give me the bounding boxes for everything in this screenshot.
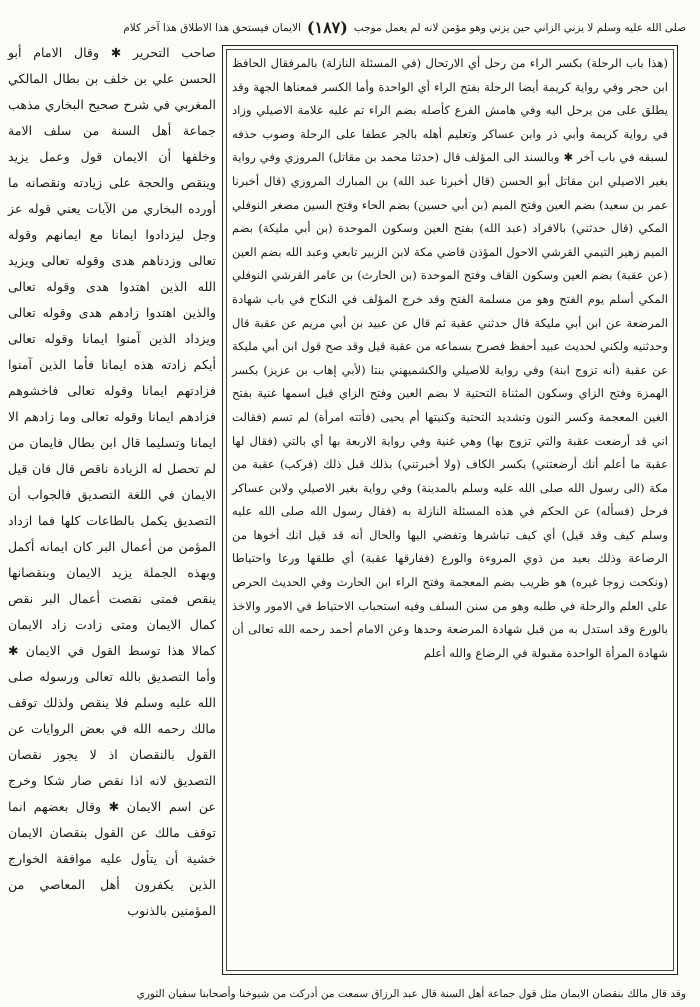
main-text-paragraph: (هذا باب الرحلة) بكسر الراء من رحل أي الارتحال (في المسئلة النازلة) بالمرفقال الحافظ ابن حجر وفي رواية كريمة أيضا الرحلة بفتح الراء أي الواحدة وأما الكسر فمعناها الجهة وقد يطلق على من يرحل اليه وفي هامش الفرع كأصله بضم الراء تم عليه علامة الاصيلي وزاد في رواية كريمة وأبي ذر وابن عساكر وتعليم أهله بالجر عطفا على الرحلة وصوب حذفه لسبقه في باب آخر ✱ وبالسند الى المؤلف قال (حدثنا محمد بن مقاتل) المروزي وفي رواية بغير الاصيلي ابن مقاتل أبو الحسن (قال أخبرنا عبد الله) بن المبارك المروزي (قال أخبرنا عمر بن سعيد) بضم العين وفتح الميم (بن أبي حسين) بضم الحاء وفتح السين مصغر النوفلي المكي (قال حدثني) بالافراد (عبد الله) بفتح العين وسكون الموحدة (بن أبي مليكة) بضم الميم زهير التيمي القرشي الاحول المؤذن قاضي مكة لابن الزبير تابعي وعبد الله بضم العين (عن عقبة) بضم العين وسكون القاف وفتح الموحدة (بن الحارث) بن عامر القرشي النوفلي المكي أسلم يوم الفتح وهو من مسلمة الفتح وقد خرج المؤلف في النكاح في باب شهادة المرضعة عن ابن أبي مليكة قال حدثني عقبة ثم قال عن عبيد بن أبي مريم عن عقبة قال وحدثنيه ولكني لحديث عبيد أحفظ فصرح بسماعه من عقبة قيل وقد صح قول ابن أبي مليكة عن عقبة (أنه تزوج ابنة) وفي رواية للاصيلي والكشميهني بنتا (لأبي إهاب بن عزيز) بكسر الهمزة وفتح الزاي وسكون المثناة التحتية لا بضم العين وفتح الزاي قيل اسمها غنية بفتح الغين المعجمة وكسر النون وتشديد التحتية وكنيتها أم يحيى (فأتته امرأة) لم تسم (فقالت اني قد أرضعت عقبة والتي تزوج بها) وهي غنية وفي رواية الاربعة بها أي بالتي (فقال لها عقبة ما أعلم أنك أرضعتني) بكسر الكاف (ولا أخبرتني) بذلك قبل ذلك (فركب) عقبة من مكة (الى رسول الله صلى الله عليه وسلم بالمدينة) وفي رواية بغير الاصيلي ولابن عساكر فرحل (فسأله) عن الحكم في هذه المسئلة النازلة به (فقال رسول الله صلى الله عليه وسلم كيف وقد قيل) أي كيف تباشرها وتفضي اليها والحال أنه قد قيل انك أخوها من الرضاعة وذلك بعيد من ذوي المروءة والورع (ففارقها عقبة) أي طلقها ورعا واحتياطا (ونكحت زوجا غيره) هو ظريب بضم المعجمة وفتح الراء ابن الحارث وفي الحديث الحرص على العلم والرحلة في طلبه وهو من سنن السلف وفيه استحباب الاحتياط في الامور والاخذ بالورع وقد استدل به من قبل شهادة المرضعة وحدها وعن الامام أحمد رحمه الله تعالى أن شهادة المرأة الواحدة مقبولة في الرضاع والله أعلم: [232, 56, 668, 660]
header-text-right: صلى الله عليه وسلم لا يزني الزاني حين يزني وهو مؤمن لانه لم يعمل موجب: [353, 21, 686, 34]
page-header: [123, 14, 686, 42]
margin-commentary: [8, 40, 216, 965]
header-text-left: الايمان فيستحق هذا الاطلاق هذا آخر كلام: [123, 21, 301, 34]
page-footer-line: وقد قال مالك بنقصان الايمان مثل قول جماعة أهل السنة قال عبد الرزاق سمعت من أدركت من شيوخنا وأصحابنا سفيان الثوري: [136, 988, 686, 1000]
page-number: (١٨٧): [306, 18, 348, 38]
margin-commentary-paragraph: صاحب التحرير ✱ وقال الامام أبو الحسن علي بن خلف بن بطال المالكي المغربي في شرح صحيح البخاري مذهب جماعة أهل السنة من سلف الامة وخلفها أن الايمان قول وعمل يزيد وينقص والحجة على زيادته ونقصانه ما أورده البخاري من الآيات يعني قوله عز وجل ليزدادوا ايمانا مع ايمانهم وقوله تعالى وزدناهم هدى وقوله تعالى ويزيد الله الذين اهتدوا هدى وقوله تعالى والذين اهتدوا زادهم هدى وقوله تعالى ويزداد الذين آمنوا ايمانا وقوله تعالى أيكم زادته هذه ايمانا فأما الذين آمنوا فزادتهم ايمانا وقوله تعالى فاخشوهم فزادهم ايمانا وقوله تعالى وما زادهم الا ايمانا وتسليما قال ابن بطال فايمان من لم تحصل له الزيادة ناقص قال فان قيل الايمان في اللغة التصديق فالجواب أن التصديق يكمل بالطاعات كلها فما ازداد المؤمن من أعمال البر كان ايمانه أكمل وبهذه الجملة يزيد الايمان وبنقصانها ينقص فمتى نقصت أعمال البر نقص كمال الايمان ومتى زادت زاد الايمان كمالا هذا توسط القول في الايمان ✱ وأما التصديق بالله تعالى ورسوله صلى الله عليه وسلم فلا ينقص ولذلك توقف مالك رحمه الله في بعض الروايات عن القول بالنقصان اذ لا يجوز نقصان التصديق لانه اذا نقص صار شكا وخرج عن اسم الايمان ✱ وقال بعضهم انما توقف مالك عن القول بنقصان الايمان خشية أن يتأول عليه موافقة الخوارج الذين يكفرون أهل المعاصي من المؤمنين بالذنوب: [8, 45, 216, 918]
main-text-block: [232, 52, 668, 970]
